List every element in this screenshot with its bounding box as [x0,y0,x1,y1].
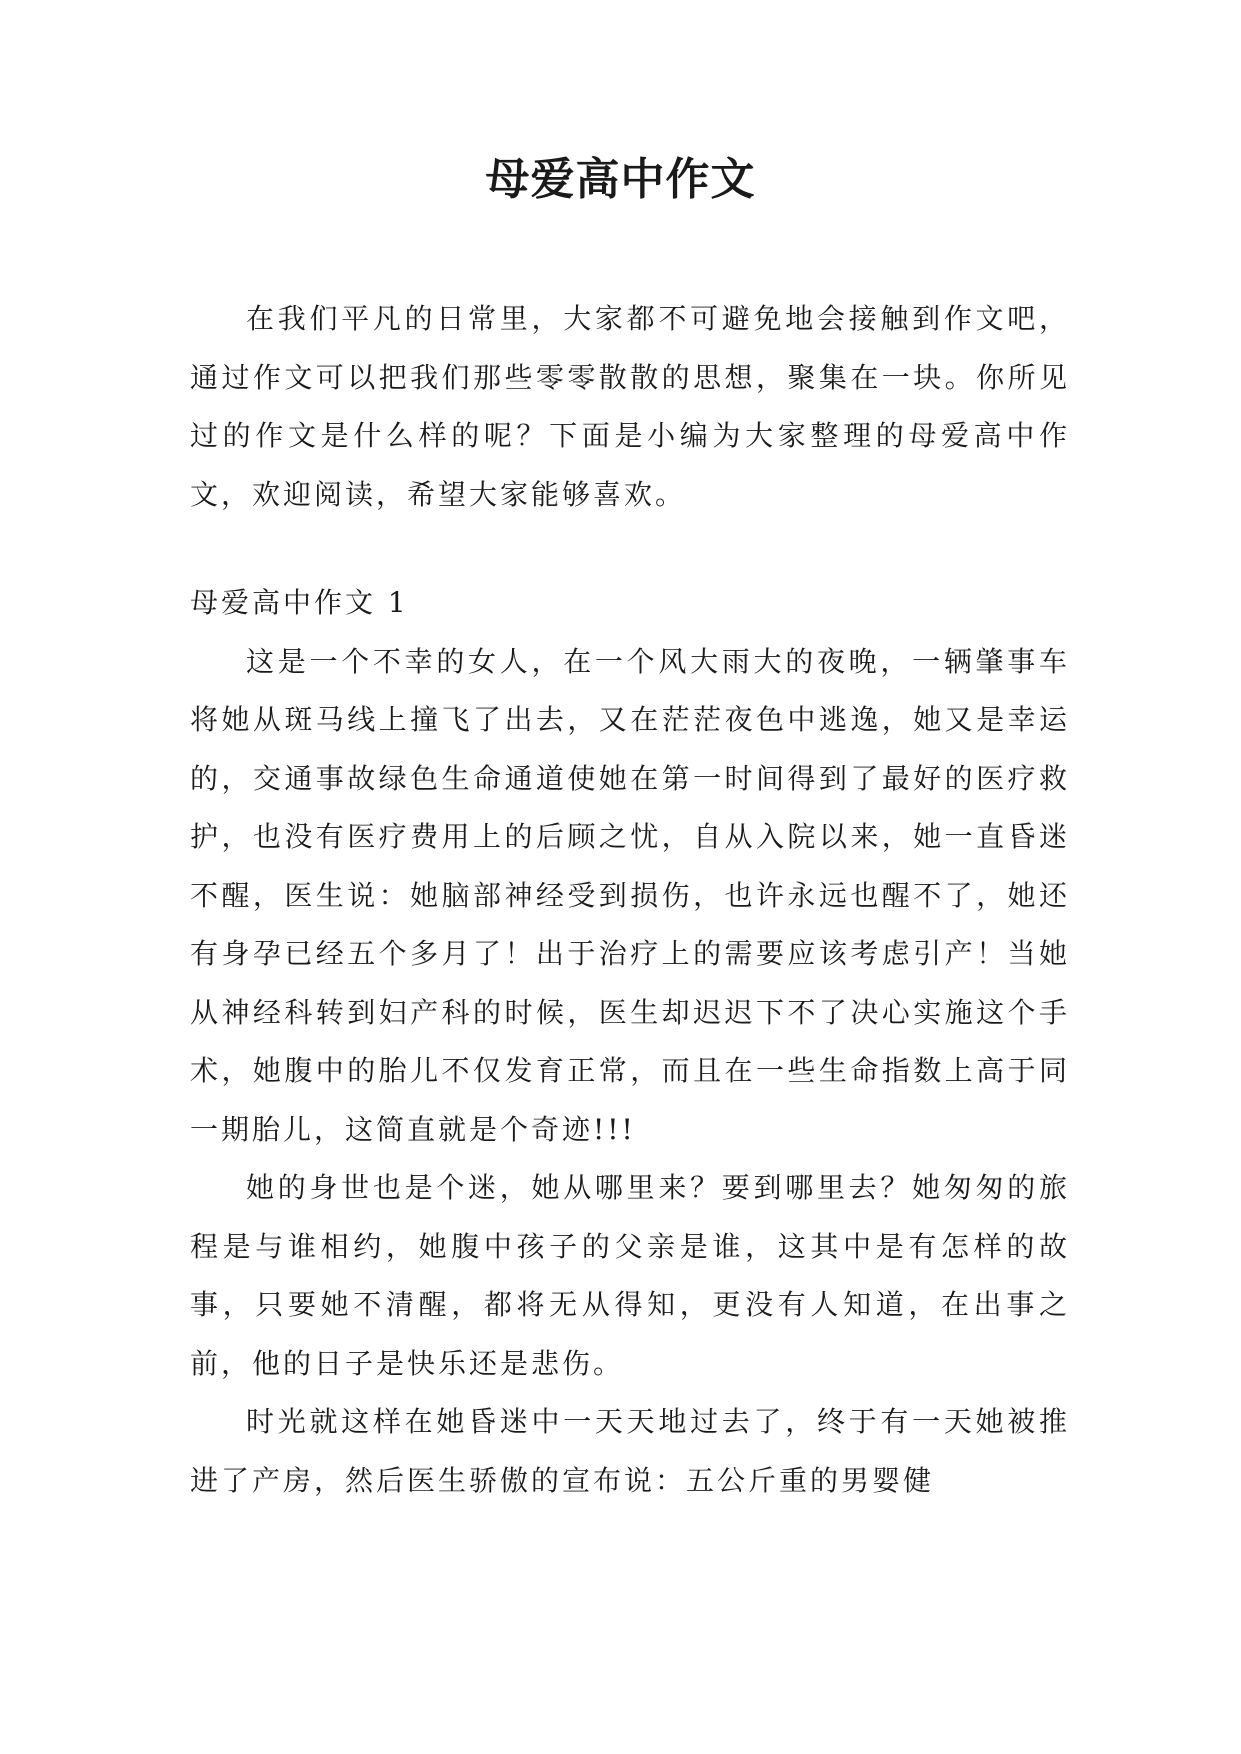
body-paragraph-3: 时光就这样在她昏迷中一天天地过去了，终于有一天她被推进了产房，然后医生骄傲的宣布说：五公斤重的男婴健 [190,1405,1070,1497]
body-paragraph-1: 这是一个不幸的女人，在一个风大雨大的夜晚，一辆肇事车将她从斑马线上撞飞了出去，又在茫茫夜色中逃逸，她又是幸运的，交通事故绿色生命通道使她在第一时间得到了最好的医疗救护，也没有医疗费用上的后顾之忧，自从入院以来，她一直昏迷不醒，医生说：她脑部神经受到损伤，也许永远也醒不了，她还有身孕已经五个多月了！出于治疗上的需要应该考虑引产！当她从神经科转到妇产科的时候，医生却迟迟下不了决心实施这个手术，她腹中的胎儿不仅发育正常，而且在一些生命指数上高于同一期胎儿，这简直就是个奇迹!!! [190,644,1070,1146]
body-paragraph-2: 她的身世也是个迷，她从哪里来？要到哪里去？她匆匆的旅程是与谁相约，她腹中孩子的父亲是谁，这其中是有怎样的故事，只要她不清醒，都将无从得知，更没有人知道，在出事之前，他的日子是快乐还是悲伤。 [190,1171,1070,1380]
document-title: 母爱高中作文 [485,154,756,205]
intro-paragraph: 在我们平凡的日常里，大家都不可避免地会接触到作文吧，通过作文可以把我们那些零零散散的思想，聚集在一块。你所见过的作文是什么样的呢？下面是小编为大家整理的母爱高中作文，欢迎阅读，希望大家能够喜欢。 [190,302,1070,511]
section-heading: 母爱高中作文 1 [190,586,409,619]
document-body [190,290,1070,1510]
